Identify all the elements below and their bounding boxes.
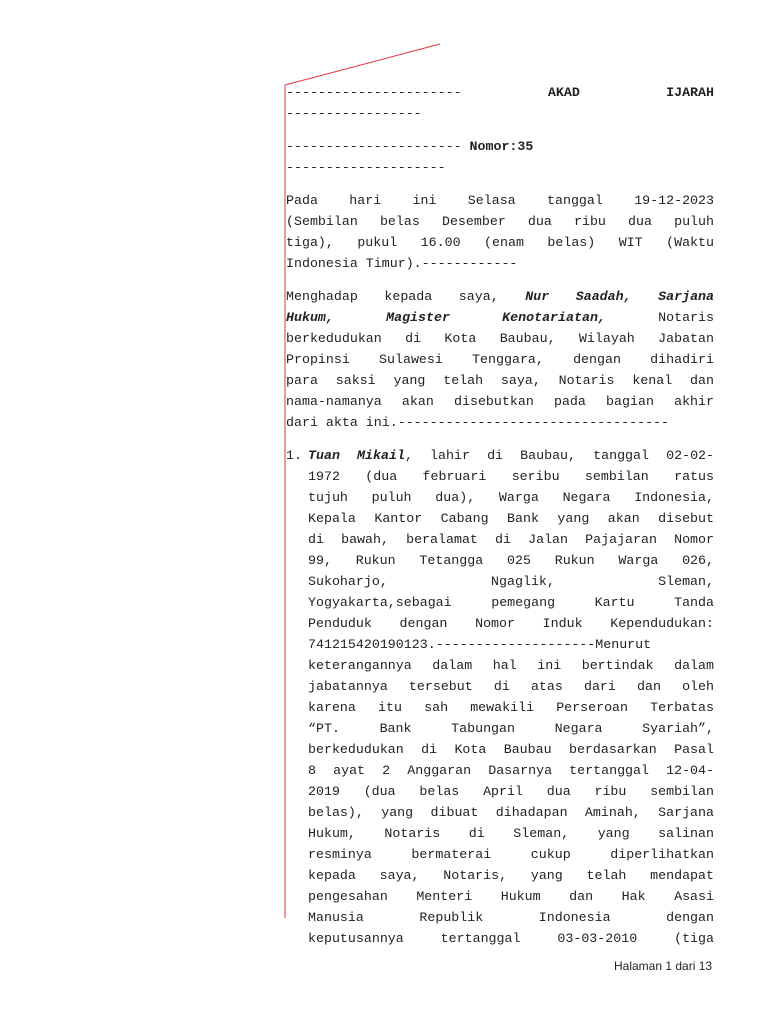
party-line: 741215420190123.--------------------Menurut [308,637,652,652]
title-line [286,82,714,103]
party-line: belas), yang dibuat dihadapan Aminah, Sarjana [308,805,714,820]
deed-title [286,82,714,124]
appearance-line: berkedudukan di Kota Baubau, Wilayah Jabatan [286,331,714,346]
appearance-line: Propinsi Sulawesi Tenggara, dengan dihadiri [286,352,714,367]
party-line: resminya bermaterai cukup diperlihatkan [308,847,714,862]
number-line [286,136,714,157]
deed-number [286,136,714,178]
party-line: kepada saya, Notaris, yang telah mendapat [308,868,714,883]
party-line: 2019 (dua belas April dua ribu sembilan [308,784,714,799]
party-list-item [286,445,714,949]
party-line: jabatannya tersebut di atas dari dan oleh [308,679,714,694]
opening-line: tiga), pukul 16.00 (enam belas) WIT (Waktu [286,235,714,250]
opening-line: Pada hari ini Selasa tanggal 19-12-2023 [286,193,714,208]
notary-name: Nur Saadah, Sarjana [525,289,715,304]
page-footer: Halaman 1 dari 13 [614,959,713,973]
party-line: Hukum, Notaris di Sleman, yang salinan [308,826,714,841]
opening-paragraph [286,190,714,274]
appearance-line [286,307,714,328]
list-number: 1. [286,448,302,463]
number-label: Nomor:35 [469,139,534,154]
party-line: pengesahan Menteri Hukum dan Hak Asasi [308,889,714,904]
appearance-line: para saksi yang telah saya, Notaris kenal dan [286,373,714,388]
notary-title: Hukum, Magister Kenotariatan, [286,310,606,325]
party-line: di bawah, beralamat di Jalan Pajajaran Nomor [308,532,714,547]
title-dashes-right: ----------------- [286,106,422,121]
title-word-ijarah: IJARAH [666,85,714,100]
party-line: berkedudukan di Kota Baubau berdasarkan Pasal [308,742,714,757]
party-line: keputusannya tertanggal 03-03-2010 (tiga [308,931,714,946]
party-line: “PT. Bank Tabungan Negara Syariah”, [308,721,714,736]
party-line: 1972 (dua februari seribu sembilan ratus [308,469,714,484]
party-line: karena itu sah mewakili Perseroan Terbatas [308,700,714,715]
opening-line: (Sembilan belas Desember dua ribu dua puluh [286,214,714,229]
opening-line: Indonesia Timur).------------ [286,256,518,271]
party-line [308,445,714,466]
party-line: keterangannya dalam hal ini bertindak dalam [308,658,714,673]
party-line: Yogyakarta,sebagai pemegang Kartu Tanda [308,595,714,610]
party-line: 99, Rukun Tetangga 025 Rukun Warga 026, [308,553,714,568]
party-name: Tuan Mikail [308,448,405,463]
appearance-intro: Menghadap kepada saya, [286,289,526,304]
title-dashes-left: ---------------------- [286,85,462,100]
number-dashes-left: ---------------------- [286,139,470,154]
appearance-line: nama-namanya akan disebutkan pada bagian akhir [286,394,714,409]
document-body [286,82,714,961]
party-line: 8 ayat 2 Anggaran Dasarnya tertanggal 12-04- [308,763,714,778]
number-dashes-right: -------------------- [286,160,446,175]
party-birth: , lahir di Baubau, tanggal 02-02- [404,448,715,463]
appearance-line: dari akta ini.---------------------------------- [286,415,670,430]
party-line: Sukoharjo, Ngaglik, Sleman, [308,574,714,589]
party-line: Kepala Kantor Cabang Bank yang akan disebut [308,511,714,526]
appearance-line [286,286,714,307]
notary-role: Notaris [605,310,714,325]
margin-diagonal-line [285,44,440,85]
title-word-akad: AKAD [547,85,580,100]
appearance-paragraph [286,286,714,433]
party-line: tujuh puluh dua), Warga Negara Indonesia, [308,490,714,505]
party-line: Manusia Republik Indonesia dengan [308,910,714,925]
party-line: Penduduk dengan Nomor Induk Kependudukan: [308,616,714,631]
